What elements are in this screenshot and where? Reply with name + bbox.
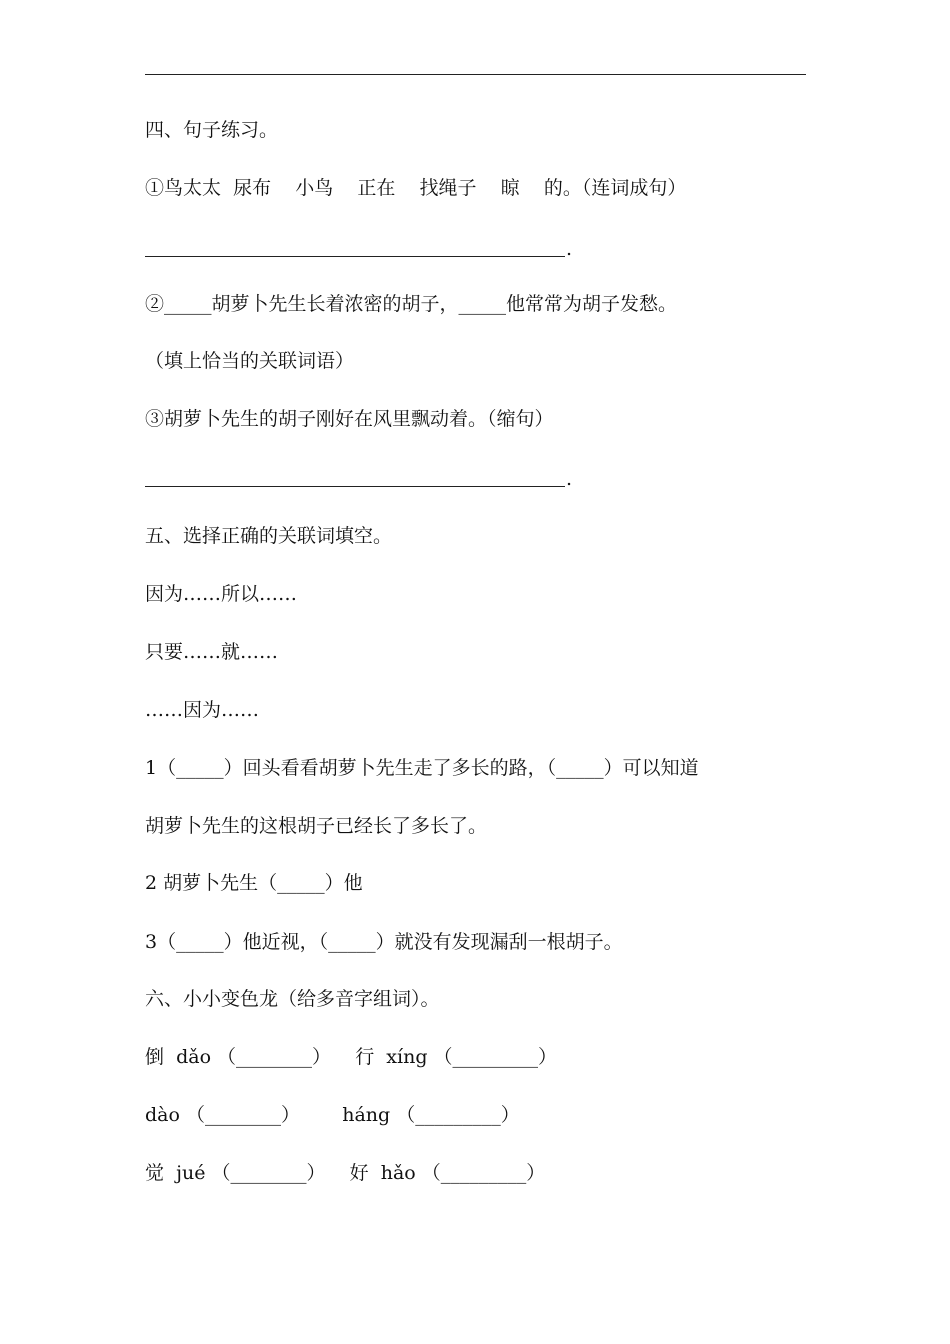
section6-title: 六、小小变色龙（给多音字组词）。 xyxy=(145,988,440,1010)
section4-q3: ③胡萝卜先生的胡子刚好在风里飘动着。（缩句） xyxy=(145,408,554,430)
section4-q1: ①鸟太太 尿布 小鸟 正在 找绳子 晾 的。（连词成句） xyxy=(145,177,687,199)
section5-q3: 3（_____）他近视，（_____）就没有发现漏刮一根胡子。 xyxy=(145,931,623,953)
section4-q2: ②_____胡萝卜先生长着浓密的胡子，_____他常常为胡子发愁。 xyxy=(145,293,678,315)
section6-row1: 倒 dǎo （________） 行 xíng （_________） xyxy=(145,1046,558,1068)
section6-row2: dào （________） háng （_________） xyxy=(145,1104,520,1126)
section5-option-2: 只要……就…… xyxy=(145,641,279,663)
section5-option-3: ……因为…… xyxy=(145,699,260,721)
section5-title: 五、选择正确的关联词填空。 xyxy=(145,525,393,547)
section4-q2-note: （填上恰当的关联词语） xyxy=(145,350,355,372)
section4-q1-answer-end: . xyxy=(566,238,573,260)
section5-q1-line1: 1（_____）回头看看胡萝卜先生走了多长的路，（_____）可以知道 xyxy=(145,757,699,779)
section4-q3-answer-line xyxy=(145,486,565,487)
section4-title: 四、句子练习。 xyxy=(145,119,279,141)
section5-q2: 2 胡萝卜先生（_____）他 xyxy=(145,872,363,894)
section5-q1-line2: 胡萝卜先生的这根胡子已经长了多长了。 xyxy=(145,815,488,837)
section4-q3-answer-end: . xyxy=(566,468,573,490)
section5-option-1: 因为……所以…… xyxy=(145,583,298,605)
top-rule xyxy=(145,74,806,75)
section4-q1-answer-line xyxy=(145,256,565,257)
section6-row3: 觉 jué （________） 好 hǎo （_________） xyxy=(145,1162,546,1184)
